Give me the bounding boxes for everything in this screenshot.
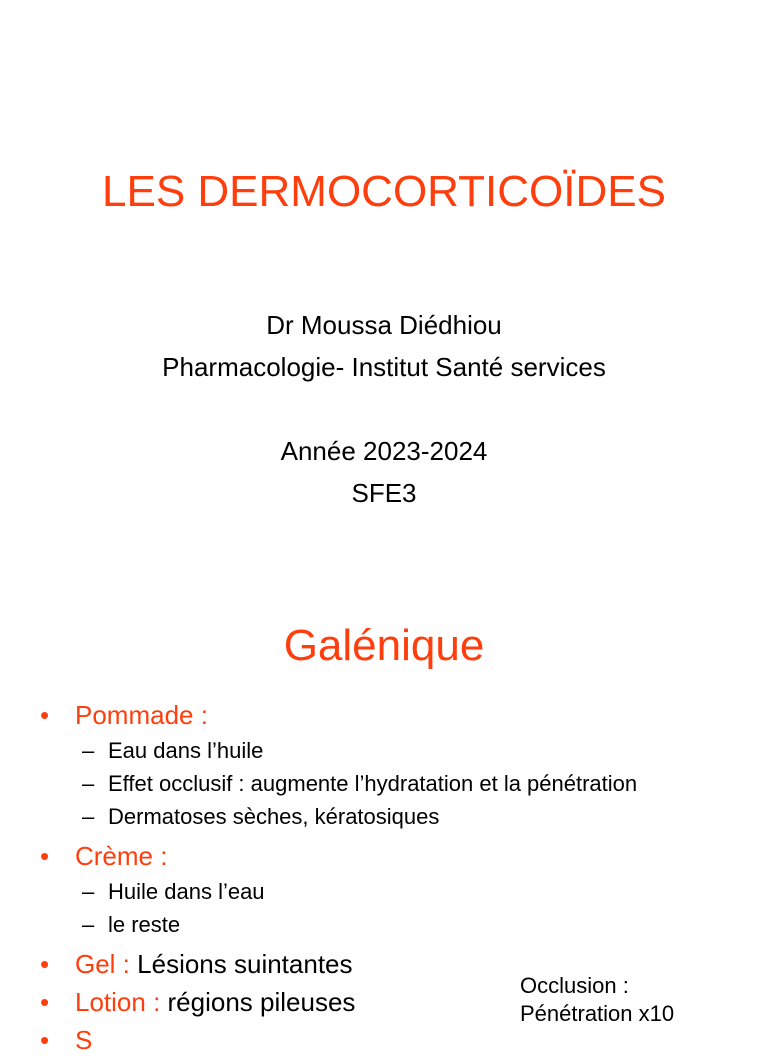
- sub-item-text: Dermatoses sèches, kératosiques: [108, 804, 440, 829]
- sub-item-text: Eau dans l’huile: [108, 738, 264, 763]
- bullet-text: Lésions suintantes: [129, 949, 353, 979]
- slide-title: Galénique: [283, 621, 485, 670]
- bullet-label: S: [75, 1025, 93, 1055]
- note-line: Occlusion :: [520, 973, 629, 998]
- bullet-item-pommade: [40, 696, 740, 734]
- subtitle-block: [0, 304, 768, 514]
- sub-item: [40, 767, 740, 800]
- author-name: Dr Moussa Diédhiou: [266, 310, 502, 340]
- note-line: Pénétration x10: [520, 1001, 675, 1026]
- affiliation: Pharmacologie- Institut Santé services: [162, 352, 606, 382]
- bullet-item-creme: [40, 837, 740, 875]
- dash-glyph: –: [82, 804, 95, 829]
- sub-list-pommade: [40, 734, 740, 833]
- bullet-label: Crème :: [75, 841, 168, 871]
- sub-list-creme: [40, 875, 740, 941]
- galenique-slide: [0, 600, 768, 1055]
- bullet-glyph: •: [40, 987, 50, 1017]
- sub-item-text: le reste: [108, 912, 181, 937]
- presentation-title: LES DERMOCORTICOÏDES: [102, 167, 666, 216]
- spacer-line: [0, 388, 768, 430]
- class-code: SFE3: [351, 478, 417, 508]
- bullet-glyph: •: [40, 949, 50, 979]
- occlusion-note: [520, 972, 674, 1028]
- sub-item: [40, 734, 740, 767]
- dash-glyph: –: [82, 912, 95, 937]
- sub-item-text: Effet occlusif : augmente l’hydratation et la pénétration: [108, 771, 638, 796]
- sub-item: [40, 875, 740, 908]
- dash-glyph: –: [82, 879, 95, 904]
- academic-year: Année 2023-2024: [280, 436, 488, 466]
- bullet-label: Pommade :: [75, 700, 208, 730]
- sub-item-text: Huile dans l’eau: [108, 879, 265, 904]
- bullet-glyph: •: [40, 841, 50, 871]
- dash-glyph: –: [82, 771, 95, 796]
- bullet-text: régions pileuses: [160, 987, 356, 1017]
- bullet-glyph: •: [40, 1025, 50, 1055]
- bullet-label: Gel :: [75, 949, 130, 979]
- sub-item: [40, 908, 740, 941]
- dash-glyph: –: [82, 738, 95, 763]
- sub-item: [40, 800, 740, 833]
- bullet-glyph: •: [40, 700, 50, 730]
- bullet-label: Lotion :: [75, 987, 161, 1017]
